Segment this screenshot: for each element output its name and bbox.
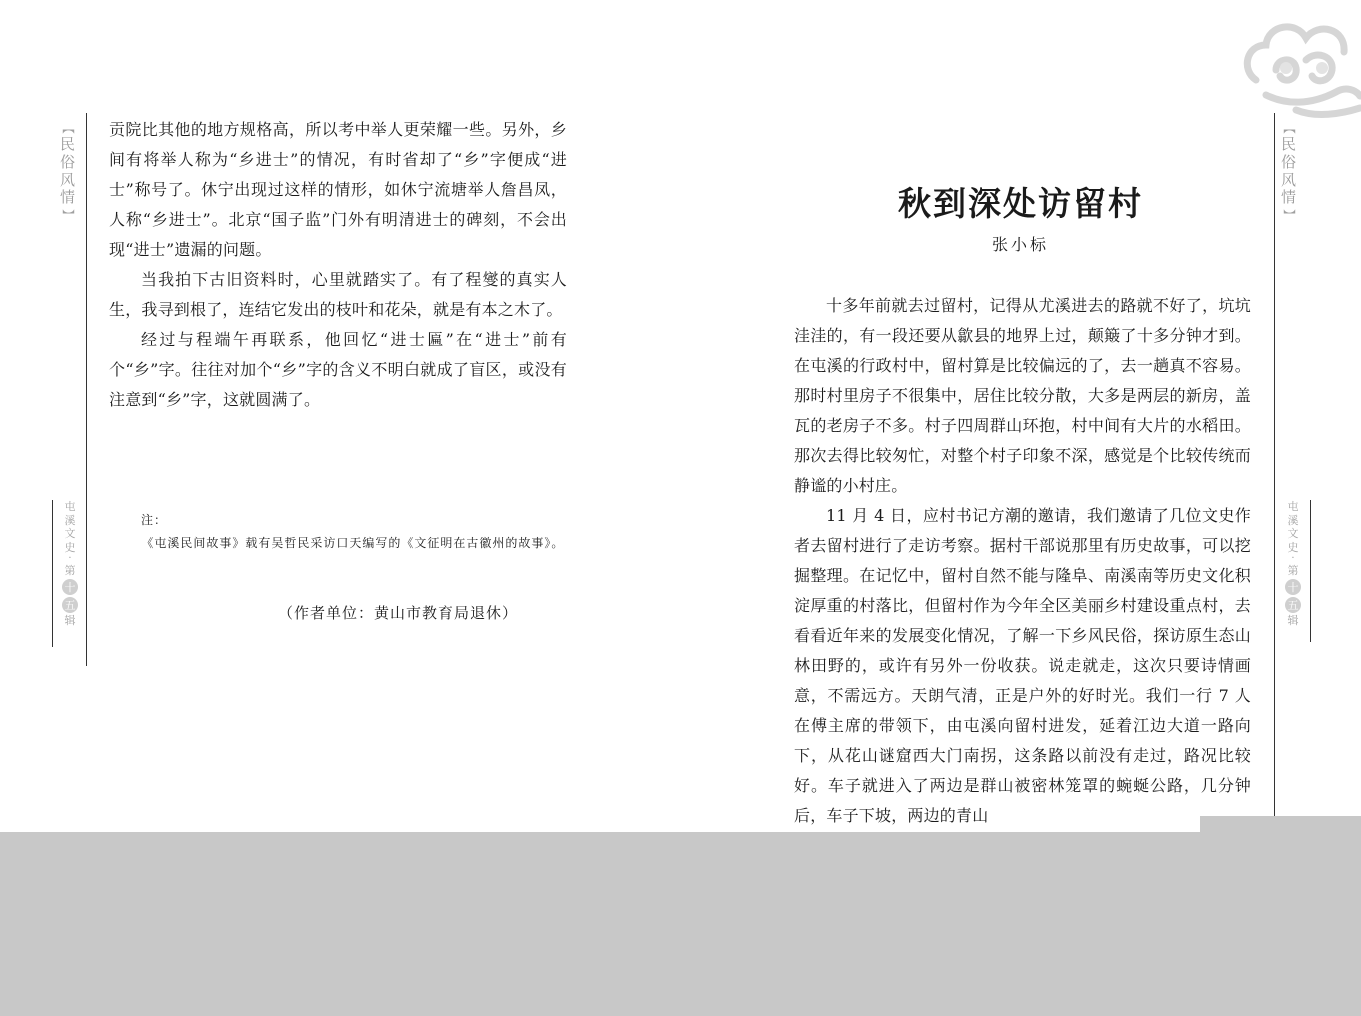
paragraph: 经过与程端午再联系，他回忆“进士匾”在“进士”前有个“乡”字。往往对加个“乡”字的含义不明白就成了盲区，或没有注意到“乡”字，这就圆满了。	[109, 330, 567, 409]
issue-number-badge: 十	[1285, 579, 1301, 595]
left-journal-label: 屯 溪 文 史 · 第 十 五 辑	[62, 500, 78, 627]
article-author: 张小标	[992, 235, 1050, 254]
left-page-rule	[86, 113, 87, 666]
bracket-open: 【	[60, 121, 75, 135]
left-page	[0, 0, 680, 832]
issue-number-badge: 十	[62, 579, 78, 595]
right-journal-rule	[1310, 500, 1311, 642]
paragraph: 当我拍下古旧资料时，心里就踏实了。有了程燮的真实人生，我寻到根了，连结它发出的枝叶和花朵，就是有本之木了。	[109, 270, 567, 319]
scan-background	[0, 832, 1361, 1016]
right-page	[680, 0, 1361, 832]
bracket-open: 【	[1281, 121, 1296, 135]
author-affiliation: （作者单位：黄山市教育局退休）	[278, 604, 519, 622]
article-title: 秋到深处访留村	[898, 184, 1143, 223]
right-page-rule	[1274, 113, 1275, 829]
footnote-title: 注：	[141, 513, 168, 527]
issue-number-badge: 五	[1285, 597, 1301, 613]
left-body-text	[109, 115, 567, 415]
cloud-ornament-icon	[1236, 10, 1361, 122]
bracket-close: 】	[60, 208, 75, 222]
paragraph: 十多年前就去过留村，记得从尤溪进去的路就不好了，坑坑洼洼的，有一段还要从歙县的地界上过，颠簸了十多分钟才到。在屯溪的行政村中，留村算是比较偏远的了，去一趟真不容易。那时村里房子不很集中，居住比较分散，大多是两层的新房，盖瓦的老房子不多。村子四周群山环抱，村中间有大片的水稻田。那次去得比较匆忙，对整个村子印象不深，感觉是个比较传统而静谧的小村庄。	[794, 296, 1251, 495]
left-journal-rule	[52, 500, 53, 647]
paragraph: 贡院比其他的地方规格高，所以考中举人更荣耀一些。另外，乡间有将举人称为“乡进士”的情况，有时省却了“乡”字便成“进士”称号了。休宁出现过这样的情形，如休宁流塘举人詹昌凤，人称“乡进士”。北京“国子监”门外有明清进士的碑刻，不会出现“进士”遗漏的问题。	[109, 120, 567, 259]
right-journal-label: 屯 溪 文 史 · 第 十 五 辑	[1285, 500, 1301, 627]
scan-background	[1200, 816, 1361, 832]
bracket-close: 】	[1281, 208, 1296, 222]
footnote-body: 《屯溪民间故事》载有吴哲民采访口天编写的《文征明在古徽州的故事》。	[141, 536, 565, 550]
footnote	[109, 509, 567, 555]
paragraph: 11 月 4 日，应村书记方潮的邀请，我们邀请了几位文史作者去留村进行了走访考察。据村干部说那里有历史故事，可以挖掘整理。在记忆中，留村自然不能与隆阜、南溪南等历史文化积淀厚重的村落比，但留村作为今年全区美丽乡村建设重点村，去看看近年来的发展变化情况，了解一下乡风民俗，探访原生态山林田野的，或许有另外一份收获。说走就走，这次只要诗情画意，不需远方。天朗气清，正是户外的好时光。我们一行 7 人在傅主席的带领下，由屯溪向留村进发，延着江边大道一路向下，从花山谜窟西大门南拐，这条路以前没有走过，路况比较好。车子就进入了两边是群山被密林笼罩的蜿蜒公路，几分钟后，车子下坡，两边的青山	[794, 506, 1251, 825]
right-section-label: 【 民 俗 风 情 】	[1281, 121, 1297, 222]
issue-number-badge: 五	[62, 597, 78, 613]
left-section-label: 【 民 俗 风 情 】	[60, 121, 76, 222]
right-body-text	[794, 291, 1251, 829]
